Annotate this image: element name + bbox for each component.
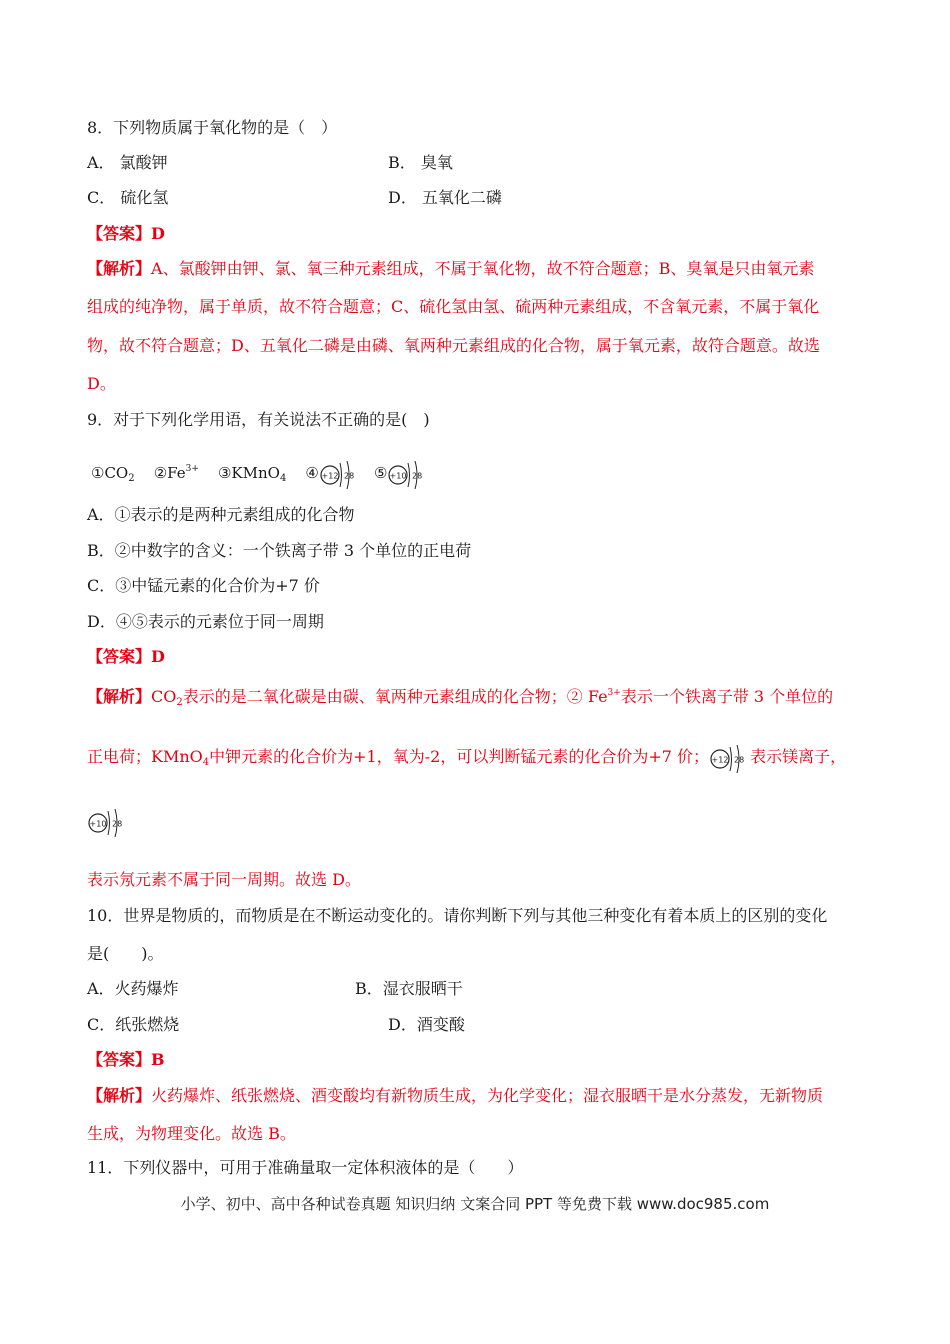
q10-stem-line-1: 10．世界是物质的，而物质是在不断运动变化的。请你判断下列与其他三种变化有着本质上的区别的变化 <box>87 906 828 925</box>
answer-value: D <box>151 224 165 243</box>
q9-option-b: B．②中数字的含义：一个铁离子带 3 个单位的正电荷 <box>87 541 472 560</box>
q10-option-b: B．湿衣服晒干 <box>355 979 463 998</box>
symbol-co2: $①CO_2$ <box>91 464 135 484</box>
q9-option-a: A．①表示的是两种元素组成的化合物 <box>87 505 355 524</box>
symbol-5: ⑤ <box>373 464 388 482</box>
analysis-tag: 【解析】 <box>87 259 152 278</box>
svg-text:+10: +10 <box>89 819 107 829</box>
mg-ion-structure-diagram-inline <box>709 741 745 775</box>
q9-answer <box>87 647 165 667</box>
ne-atom-structure-diagram-inline <box>87 805 123 839</box>
answer-tag: 【答案】 <box>87 647 152 666</box>
answer-value: D <box>151 647 165 666</box>
q8-analysis-line-1 <box>87 259 814 279</box>
q8-stem: 8．下列物质属于氧化物的是（ ） <box>87 118 338 137</box>
q10-option-d: D．酒变酸 <box>388 1015 465 1034</box>
q9-option-c: C．③中锰元素的化合价为+7 价 <box>87 576 320 595</box>
q8-option-d: D． 五氧化二磷 <box>388 188 502 207</box>
q10-option-a: A．火药爆炸 <box>87 979 179 998</box>
mg-ion-structure-diagram <box>319 457 355 491</box>
svg-text:+10: +10 <box>389 471 407 481</box>
analysis-text: 火药爆炸、纸张燃烧、酒变酸均有新物质生成，为化学变化；湿衣服晒干是水分蒸发，无新物质 <box>151 1086 824 1105</box>
symbol-fe3: $②Fe^{3+}$ <box>153 464 199 482</box>
q9-analysis-ne-diagram-row <box>87 805 123 839</box>
svg-text:+12: +12 <box>711 755 729 764</box>
q11-stem: 11．下列仪器中，可用于准确量取一定体积液体的是（ ） <box>87 1158 524 1177</box>
answer-tag: 【答案】 <box>87 224 152 243</box>
q10-analysis-line-1 <box>87 1086 823 1106</box>
q9-analysis-line-2: 正电荷；KMnO$_4$中钾元素的化合价为+1，氧为-2，可以判断锰元素的化合价为+7 价； +12 28 表示镁离子， <box>87 740 846 780</box>
q9-analysis-line-1: 【解析】$CO_2$表示的是二氧化碳是由碳、氧两种元素组成的化合物；② $Fe^{3+}$表示一个铁离子带 3 个单位的 <box>87 687 834 708</box>
q10-option-c: C．纸张燃烧 <box>87 1015 180 1034</box>
svg-text:28: 28 <box>412 471 423 481</box>
svg-text:28: 28 <box>343 471 355 481</box>
q9-option-d: D．④⑤表示的元素位于同一周期 <box>87 612 324 631</box>
symbol-kmno4: ③KMnO$_4$ <box>217 464 287 484</box>
svg-text:28: 28 <box>112 819 123 829</box>
ne-atom-structure-diagram <box>387 457 423 491</box>
q10-answer <box>87 1050 165 1070</box>
analysis-tag: 【解析】 <box>87 1086 152 1105</box>
q8-analysis-line-2: 组成的纯净物，属于单质，故不符合题意；C、硫化氢由氢、硫两种元素组成，不含氧元素，不属于氧化 <box>87 297 820 316</box>
q10-stem-line-2: 是( )。 <box>87 944 164 963</box>
q9-symbols <box>91 452 423 496</box>
q9-analysis-line-3: 表示氖元素不属于同一周期。故选 D。 <box>87 870 361 889</box>
answer-tag: 【答案】 <box>87 1050 152 1069</box>
q10-analysis-line-2: 生成，为物理变化。故选 B。 <box>87 1124 296 1143</box>
q8-answer <box>87 224 165 244</box>
svg-text:28: 28 <box>734 755 745 764</box>
q8-analysis-line-3: 物，故不符合题意；D、五氧化二磷是由磷、氧两种元素组成的化合物，属于氧元素，故符合题意。故选 <box>87 336 820 355</box>
q8-analysis-line-4: D。 <box>87 374 116 393</box>
q8-option-b: B． 臭氧 <box>388 153 453 172</box>
q8-option-a: A． 氯酸钾 <box>87 153 168 172</box>
symbol-4: ④ <box>305 464 319 482</box>
analysis-tag: 【解析】 <box>87 687 152 706</box>
q9-stem: 9．对于下列化学用语，有关说法不正确的是( ) <box>87 410 430 429</box>
page-footer: 小学、初中、高中各种试卷真题 知识归纳 文案合同 PPT 等免费下载 www.doc985.com <box>180 1195 770 1213</box>
answer-value: B <box>151 1050 165 1069</box>
q8-option-c: C． 硫化氢 <box>87 188 169 207</box>
svg-text:+12: +12 <box>321 471 339 481</box>
analysis-text: A、氯酸钾由钾、氯、氧三种元素组成，不属于氧化物，故不符合题意；B、臭氧是只由氧元素 <box>151 259 815 278</box>
